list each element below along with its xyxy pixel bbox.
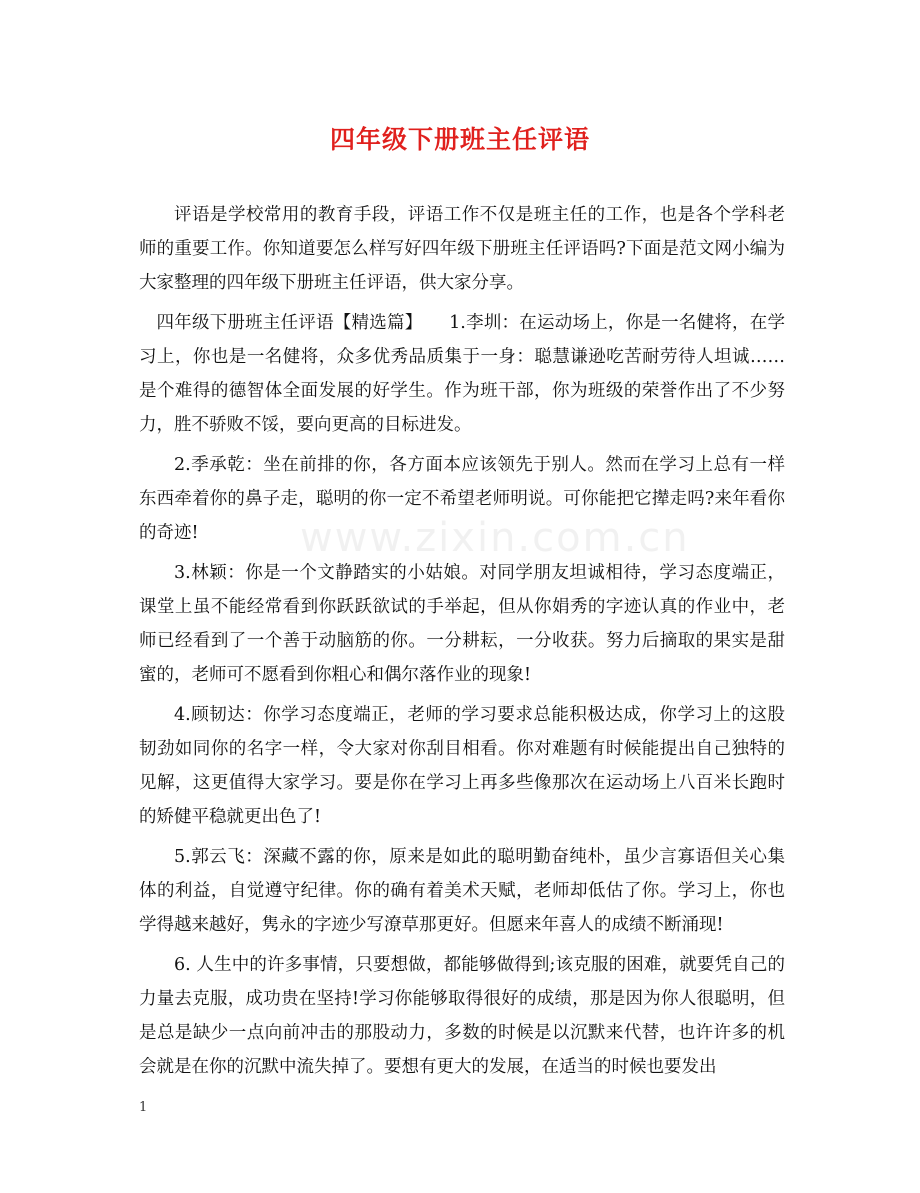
page-number: 1 (139, 1100, 148, 1115)
paragraph-intro: 评语是学校常用的教育手段，评语工作不仅是班主任的工作，也是各个学科老师的重要工作。你知道要怎么样写好四年级下册班主任评语吗?下面是范文网小编为大家整理的四年级下册班主任评语，供大家分享。 (139, 205, 785, 293)
paragraph-comment-5: 5.郭云飞：深藏不露的你，原来是如此的聪明勤奋纯朴，虽少言寡语但关心集体的利益，自觉遵守纪律。你的确有着美术天赋，老师却低估了你。学习上，你也学得越来越好，隽永的字迹少写潦草那更好。但愿来年喜人的成绩不断涌现! (139, 847, 785, 935)
paragraph-comment-3: 3.林颖：你是一个文静踏实的小姑娘。对同学朋友坦诚相待，学习态度端正，课堂上虽不能经常看到你跃跃欲试的手举起，但从你娟秀的字迹认真的作业中，老师已经看到了一个善于动脑筋的你。一分耕耘，一分收获。努力后摘取的果实是甜蜜的，老师可不愿看到你粗心和偶尔落作业的现象! (139, 563, 785, 685)
watermark: www.zixin.com.cn (300, 515, 690, 561)
paragraph-section-1: 四年级下册班主任评语【精选篇】 1.李圳：在运动场上，你是一名健将，在学习上，你也是一名健将，众多优秀品质集于一身：聪慧谦逊吃苦耐劳待人坦诚……是个难得的德智体全面发展的好学生。作为班干部，你为班级的荣誉作出了不少努力，胜不骄败不馁，要向更高的目标进发。 (139, 313, 785, 435)
paragraph-comment-4: 4.顾韧达：你学习态度端正，老师的学习要求总能积极达成，你学习上的这股韧劲如同你的名字一样，令大家对你刮目相看。你对难题有时候能提出自己独特的见解，这更值得大家学习。要是你在学习上再多些像那次在运动场上八百米长跑时的矫健平稳就更出色了! (139, 705, 785, 827)
paragraph-comment-2: 2.季承乾：坐在前排的你，各方面本应该领先于别人。然而在学习上总有一样东西牵着你的鼻子走，聪明的你一定不希望老师明说。可你能把它撵走吗?来年看你的奇迹! (139, 455, 785, 543)
document-body (139, 198, 785, 1084)
paragraph-comment-6: 6. 人生中的许多事情，只要想做，都能够做得到;该克服的困难，就要凭自己的力量去克服，成功贵在坚持!学习你能够取得很好的成绩，那是因为你人很聪明，但是总是缺少一点向前冲击的那股动力，多数的时候是以沉默来代替，也许许多的机会就是在你的沉默中流失掉了。要想有更大的发展，在适当的时候也要发出 (139, 955, 785, 1077)
document-title: 四年级下册班主任评语 (329, 125, 590, 154)
